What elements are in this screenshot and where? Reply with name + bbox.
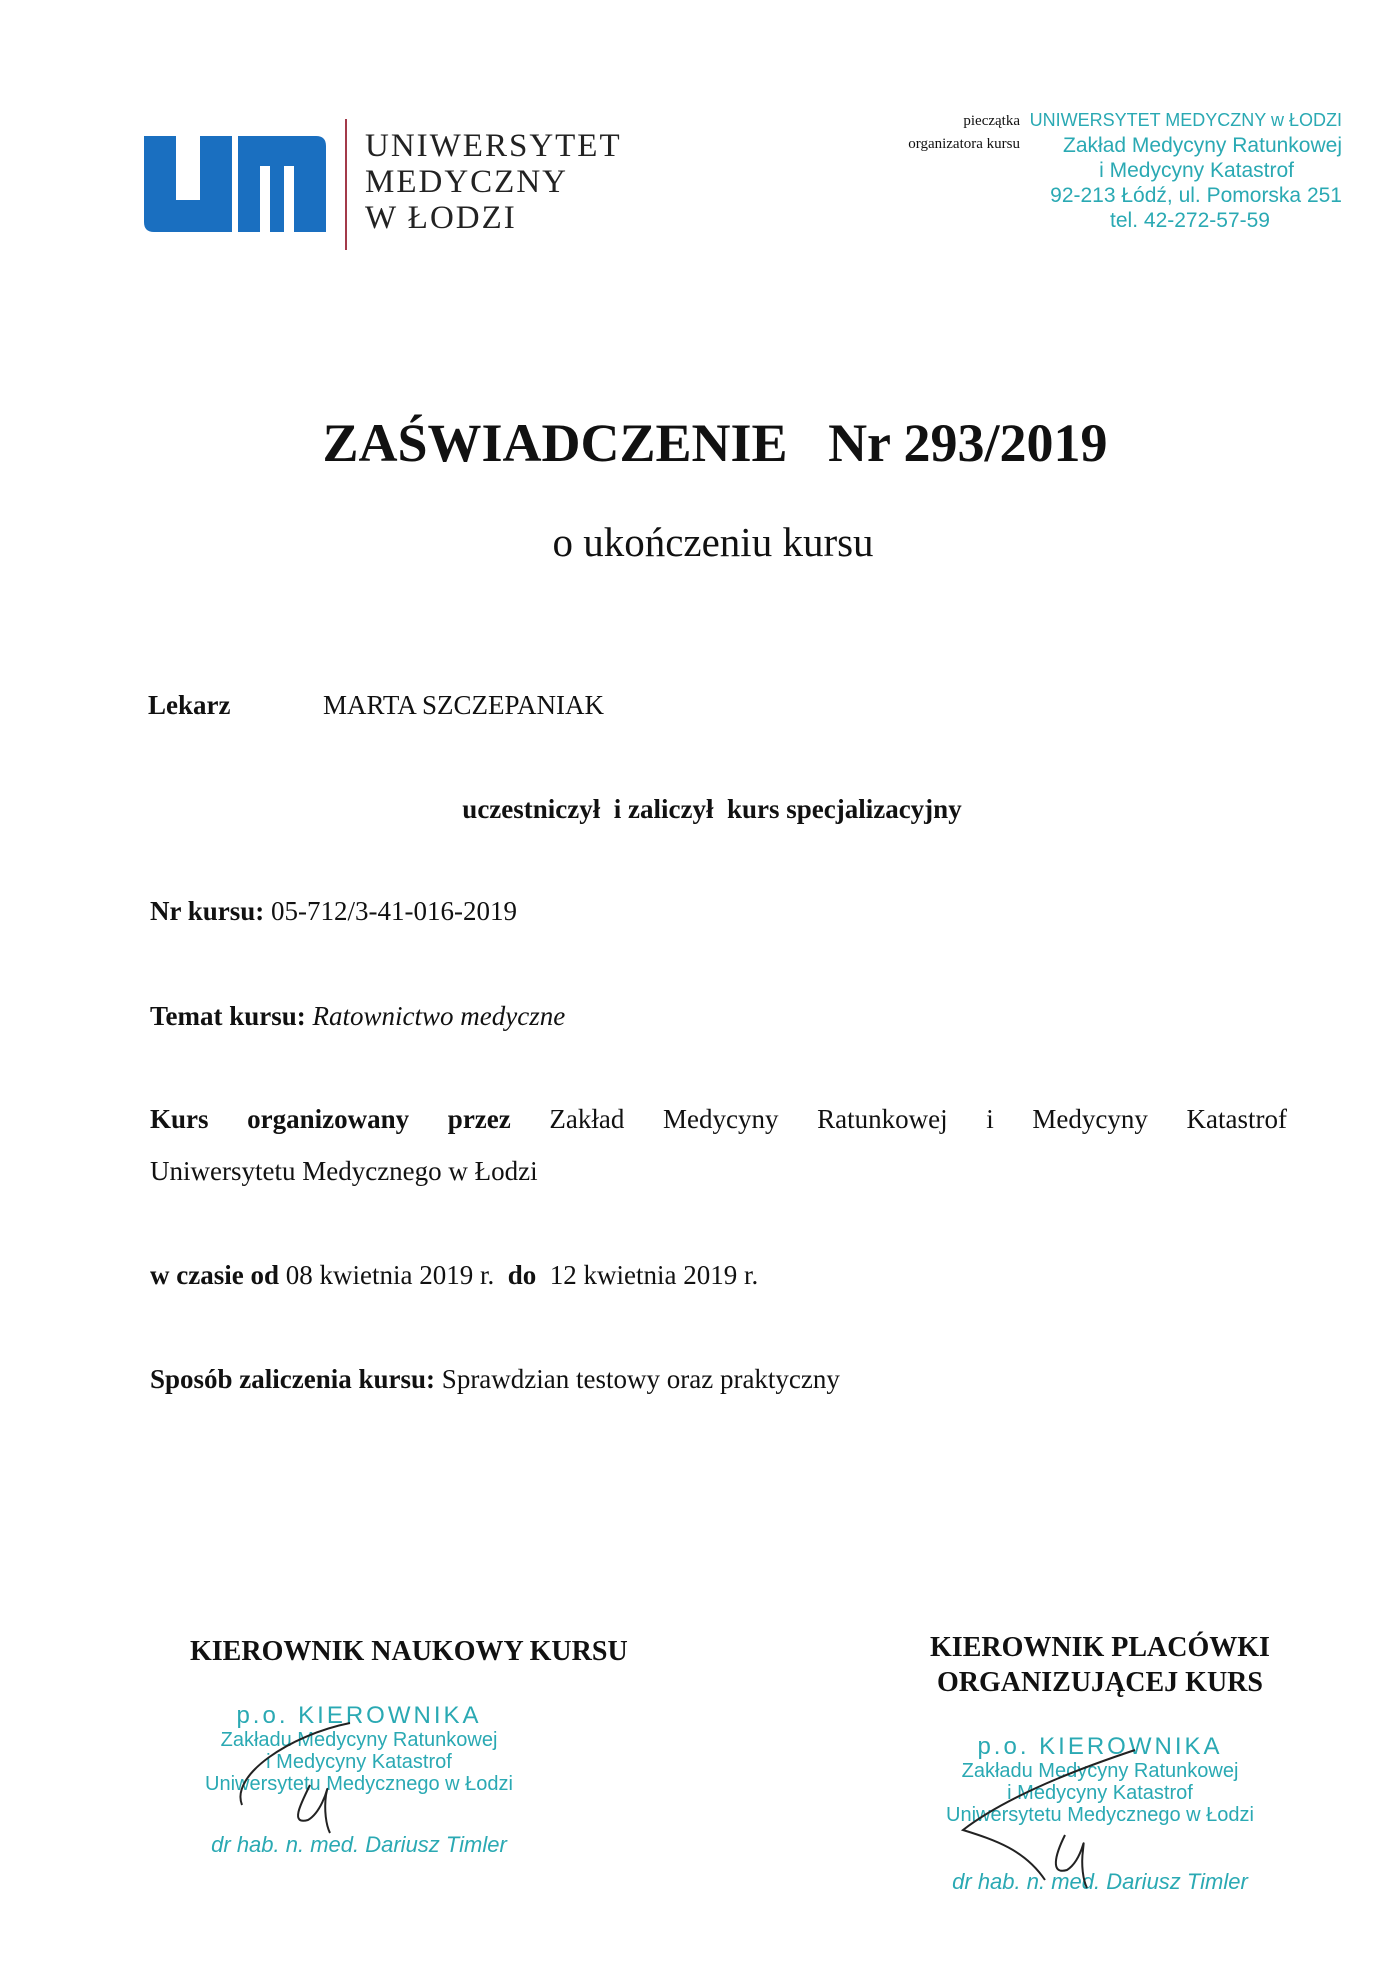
course-no-label: Nr kursu: — [150, 896, 265, 926]
stamp-line: Uniwersytetu Medycznego w Łodzi — [205, 1773, 513, 1795]
signer-name: dr hab. n. med. Dariusz Timler — [211, 1832, 507, 1857]
stamp-label-line: pieczątka — [963, 113, 1020, 129]
stamp-line: 92-213 Łódź, ul. Pomorska 251 — [1050, 184, 1342, 207]
statement: uczestniczył i zaliczył kurs specjalizacyjny — [462, 794, 962, 824]
stamp-line: i Medycyny Katastrof — [1099, 159, 1294, 182]
stamp-line: tel. 42-272-57-59 — [1110, 209, 1270, 232]
logo-text — [365, 128, 622, 236]
stamp-line: Zakład Medycyny Ratunkowej — [1063, 134, 1342, 157]
course-no: 05-712/3-41-016-2019 — [271, 896, 517, 926]
stamp-line: p.o. KIEROWNIKA — [977, 1733, 1223, 1760]
method-label: Sposób zaliczenia kursu: — [150, 1364, 436, 1394]
right-handwritten-signature — [955, 1740, 1155, 1890]
logo-line: MEDYCZNY — [365, 164, 568, 200]
recipient-label: Lekarz — [148, 690, 231, 720]
date-from: 08 kwietnia 2019 r. — [285, 1260, 495, 1290]
logo-line: UNIWERSYTET — [365, 128, 622, 164]
method: Sprawdzian testowy oraz praktyczny — [441, 1364, 840, 1394]
right-title-line: KIEROWNIK PLACÓWKI — [930, 1632, 1270, 1663]
right-signature-title — [930, 1630, 1270, 1700]
period-to-label: do — [507, 1260, 537, 1290]
logo-divider — [345, 119, 347, 250]
stamp-line: i Medycyny Katastrof — [1007, 1782, 1193, 1804]
organizer-label: Kurs organizowany przez — [150, 1104, 511, 1134]
stamp-line: p.o. KIEROWNIKA — [236, 1702, 482, 1729]
topic-label: Temat kursu: — [150, 1001, 306, 1031]
stamp-line: i Medycyny Katastrof — [266, 1751, 452, 1773]
organizer-line2: Uniwersytetu Medycznego w Łodzi — [150, 1156, 538, 1186]
stamp-line: Zakładu Medycyny Ratunkowej — [220, 1729, 498, 1751]
signer-name: dr hab. n. med. Dariusz Timler — [952, 1869, 1248, 1894]
period-from-label: w czasie od — [150, 1260, 279, 1290]
certificate-number: Nr 293/2019 — [828, 413, 1108, 473]
date-to: 12 kwietnia 2019 r. — [549, 1260, 759, 1290]
topic: Ratownictwo medyczne — [312, 1001, 566, 1031]
stamp-line: Uniwersytetu Medycznego w Łodzi — [946, 1804, 1254, 1826]
recipient-name: MARTA SZCZEPANIAK — [323, 690, 605, 720]
left-signature-title: KIEROWNIK NAUKOWY KURSU — [190, 1636, 628, 1667]
organizer-line1: Zakład Medycyny Ratunkowej i Medycyny Katastrof — [549, 1104, 1288, 1134]
page-title — [0, 412, 1400, 474]
right-title-line: ORGANIZUJĄCEJ KURS — [937, 1667, 1263, 1698]
logo-line: W ŁODZI — [365, 200, 517, 236]
page-subtitle: o ukończeniu kursu — [552, 519, 874, 565]
left-handwritten-signature — [230, 1715, 380, 1835]
stamp-line: Zakładu Medycyny Ratunkowej — [961, 1760, 1239, 1782]
stamp-label-line: organizatora kursu — [908, 136, 1020, 152]
um-logo-mark — [144, 136, 326, 232]
stamp-line: UNIWERSYTET MEDYCZNY w ŁODZI — [1029, 110, 1342, 130]
stamp-placeholder-label — [908, 110, 1020, 156]
organizer-stamp — [1030, 108, 1342, 233]
title-main: ZAŚWIADCZENIE — [322, 413, 788, 473]
